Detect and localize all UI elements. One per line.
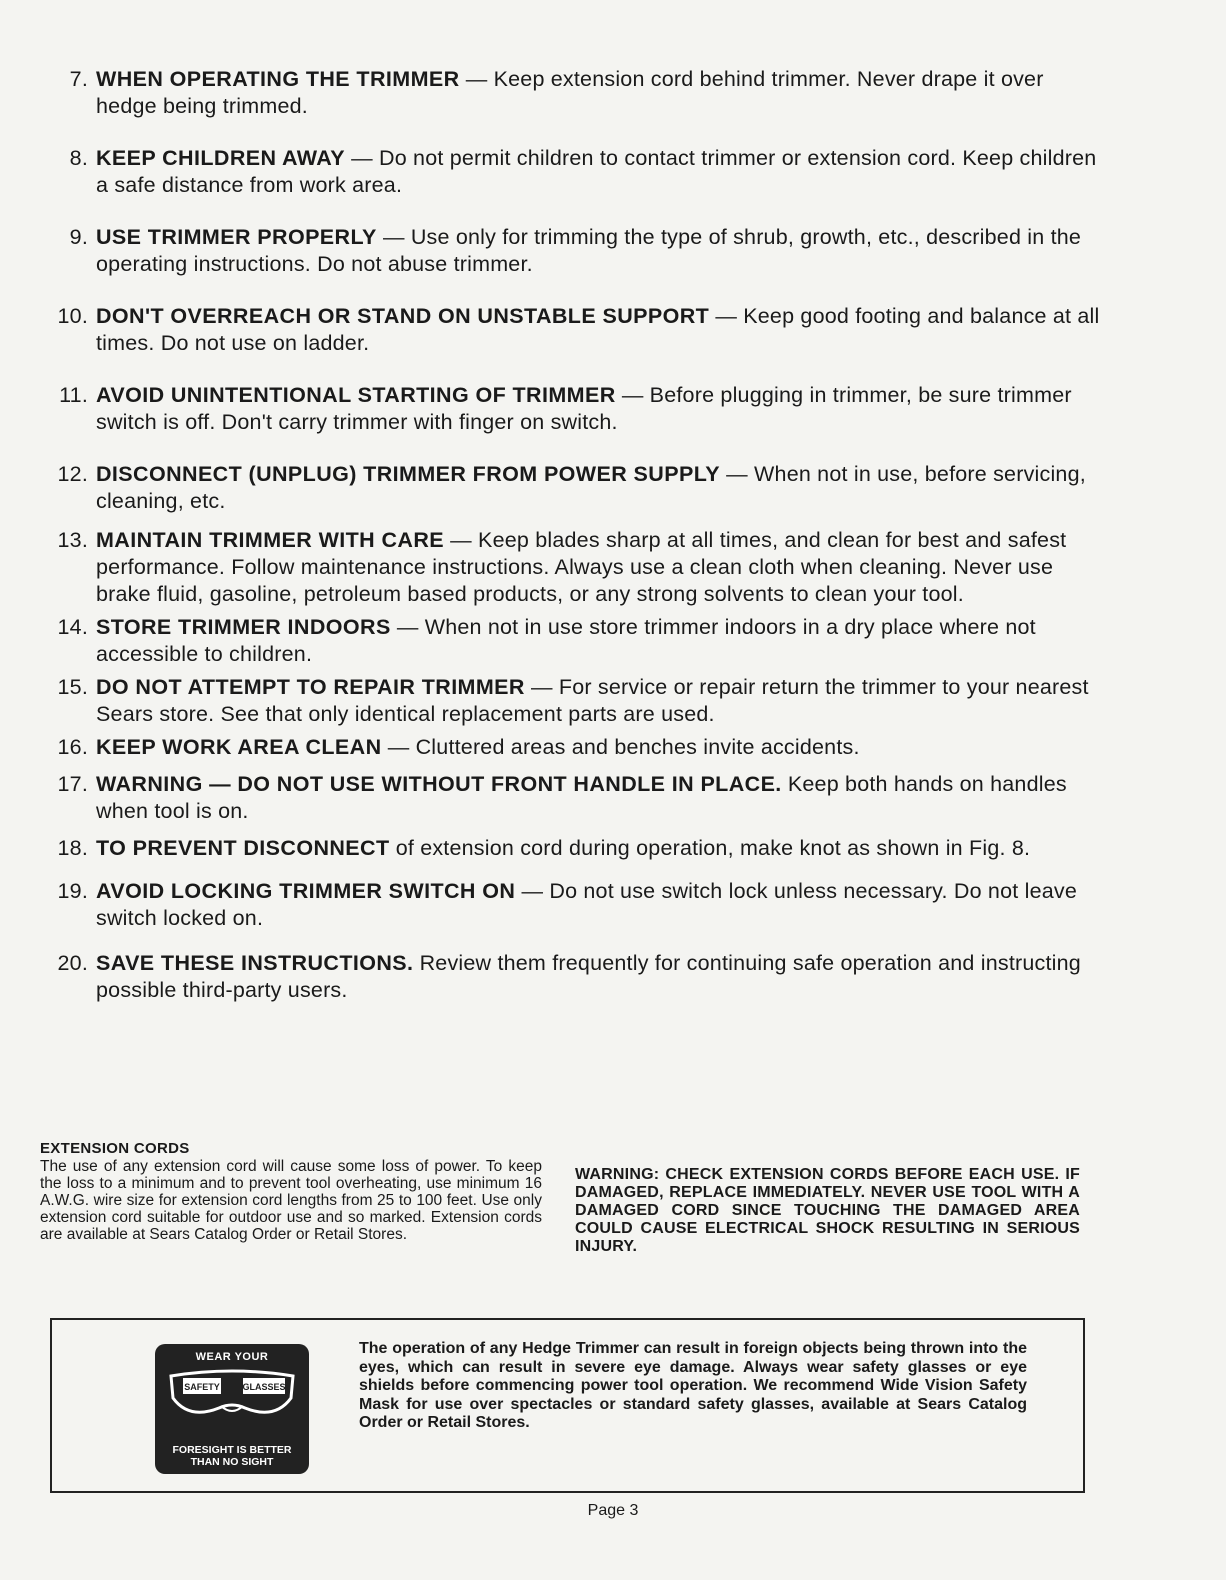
extension-cords-warning: WARNING: CHECK EXTENSION CORDS BEFORE EACH USE. IF DAMAGED, REPLACE IMMEDIATELY. NEVER USE TOOL WITH A DAMAGED CORD SINCE TOUCHING THE DAMAGED AREA COULD CAUSE ELECTRICAL SHOCK RESULTING IN SERIOUS INJURY. (575, 1166, 1080, 1255)
rule-number: 11. (59, 383, 88, 407)
rule-number: 16. (57, 735, 88, 759)
rule-text: — When not in use, before servicing, cleaning, etc. (96, 462, 1086, 513)
rule-text: — Use only for trimming the type of shrub, growth, etc., described in the operating instructions. Do not abuse trimmer. (96, 225, 1082, 276)
rule-7 (50, 66, 1100, 120)
rule-9 (50, 224, 1100, 278)
rule-heading: DISCONNECT (UNPLUG) TRIMMER FROM POWER SUPPLY (96, 462, 720, 486)
rule-heading: WHEN OPERATING THE TRIMMER (96, 67, 460, 91)
extension-cords-section (40, 1140, 1080, 1256)
rule-20 (50, 950, 1100, 1004)
safety-glasses-icon (165, 1366, 299, 1428)
rule-19 (50, 878, 1100, 932)
rule-text: — For service or repair return the trimmer to your nearest Sears store. See that only identical replacement parts are used. (96, 675, 1089, 726)
rule-text: Keep both hands on handles when tool is on. (96, 772, 1067, 823)
rule-text: — Do not permit children to contact trimmer or extension cord. Keep children a safe distance from work area. (96, 146, 1097, 197)
rule-10 (50, 303, 1100, 357)
rule-text: — Keep blades sharp at all times, and clean for best and safest performance. Follow maintenance instructions. Always use a clean cloth when cleaning. Never use brake fluid, gasoline, petroleum based products, or any strong solvents to clean your tool. (96, 528, 1067, 606)
rule-heading: MAINTAIN TRIMMER WITH CARE (96, 528, 444, 552)
rule-number: 10. (57, 304, 88, 328)
badge-left-text: SAFETY (184, 1382, 220, 1392)
rule-text: — When not in use store trimmer indoors in a dry place where not accessible to children. (96, 615, 1036, 666)
rule-heading: DON'T OVERREACH OR STAND ON UNSTABLE SUPPORT (96, 304, 710, 328)
rule-number: 19. (57, 879, 88, 903)
rule-15 (50, 674, 1100, 728)
rule-heading: DO NOT ATTEMPT TO REPAIR TRIMMER (96, 675, 525, 699)
rule-number: 7. (69, 67, 88, 91)
rule-number: 20. (57, 951, 88, 975)
rule-text: — Before plugging in trimmer, be sure trimmer switch is off. Don't carry trimmer with finger on switch. (96, 383, 1072, 434)
rule-text: Review them frequently for continuing safe operation and instructing possible third-party users. (96, 951, 1081, 1002)
rule-text: of extension cord during operation, make knot as shown in Fig. 8. (389, 836, 1031, 860)
rule-number: 8. (69, 146, 88, 170)
page-number: Page 3 (587, 1502, 639, 1519)
rule-heading: KEEP WORK AREA CLEAN (96, 735, 382, 759)
safety-glasses-notice (50, 1318, 1085, 1493)
rule-number: 18. (57, 836, 88, 860)
rule-13 (50, 527, 1100, 608)
rule-11 (50, 382, 1100, 436)
rule-text: — Cluttered areas and benches invite accidents. (381, 735, 860, 759)
badge-right-text: GLASSES (242, 1382, 286, 1392)
rule-18 (50, 835, 1100, 862)
rule-heading: SAVE THESE INSTRUCTIONS. (96, 951, 414, 975)
rule-text: — Do not use switch lock unless necessary. Do not leave switch locked on. (96, 879, 1077, 930)
rule-heading: WARNING — DO NOT USE WITHOUT FRONT HANDLE IN PLACE. (96, 772, 782, 796)
rule-heading: STORE TRIMMER INDOORS (96, 615, 391, 639)
safety-notice-text: The operation of any Hedge Trimmer can result in foreign objects being thrown into the eyes, which can result in severe eye damage. Always wear safety glasses or eye shields before commencing power tool operation. We recommend Wide Vision Safety Mask for use over spectacles or standard safety glasses, available at Sears Catalog Order or Retail Stores. (359, 1340, 1027, 1431)
rule-heading: AVOID LOCKING TRIMMER SWITCH ON (96, 879, 516, 903)
rule-12 (50, 461, 1100, 515)
rule-8 (50, 145, 1100, 199)
badge-bottom-line-2: THAN NO SIGHT (190, 1456, 274, 1468)
rule-number: 9. (69, 225, 88, 249)
rule-heading: KEEP CHILDREN AWAY (96, 146, 345, 170)
rule-text: — Keep extension cord behind trimmer. Never drape it over hedge being trimmed. (96, 67, 1044, 118)
rule-number: 15. (57, 675, 88, 699)
rule-17 (50, 771, 1100, 825)
rule-number: 13. (57, 528, 88, 552)
rule-number: 17. (57, 772, 88, 796)
badge-bottom-line-1: FORESIGHT IS BETTER (172, 1444, 292, 1456)
extension-cords-body: The use of any extension cord will cause some loss of power. To keep the loss to a minimum and to prevent tool overheating, use minimum 16 A.W.G. wire size for extension cord lengths from 25 to 100 feet. Use only extension cord suitable for outdoor use and so marked. Extension cords are available at Sears Catalog Order or Retail Stores. (40, 1158, 542, 1243)
rule-heading: USE TRIMMER PROPERLY (96, 225, 377, 249)
rule-16 (50, 734, 1100, 761)
rule-text: — Keep good footing and balance at all times. Do not use on ladder. (96, 304, 1100, 355)
rule-heading: TO PREVENT DISCONNECT (96, 836, 390, 860)
badge-top-text: WEAR YOUR (195, 1351, 269, 1363)
safety-rules-list (50, 66, 1100, 1004)
rule-heading: AVOID UNINTENTIONAL STARTING OF TRIMMER (96, 383, 616, 407)
safety-glasses-badge (155, 1344, 309, 1474)
badge-bottom-text (155, 1444, 309, 1468)
extension-cords-title: EXTENSION CORDS (40, 1140, 190, 1157)
rule-number: 14. (57, 615, 88, 639)
rule-14 (50, 614, 1100, 668)
rule-number: 12. (57, 462, 88, 486)
